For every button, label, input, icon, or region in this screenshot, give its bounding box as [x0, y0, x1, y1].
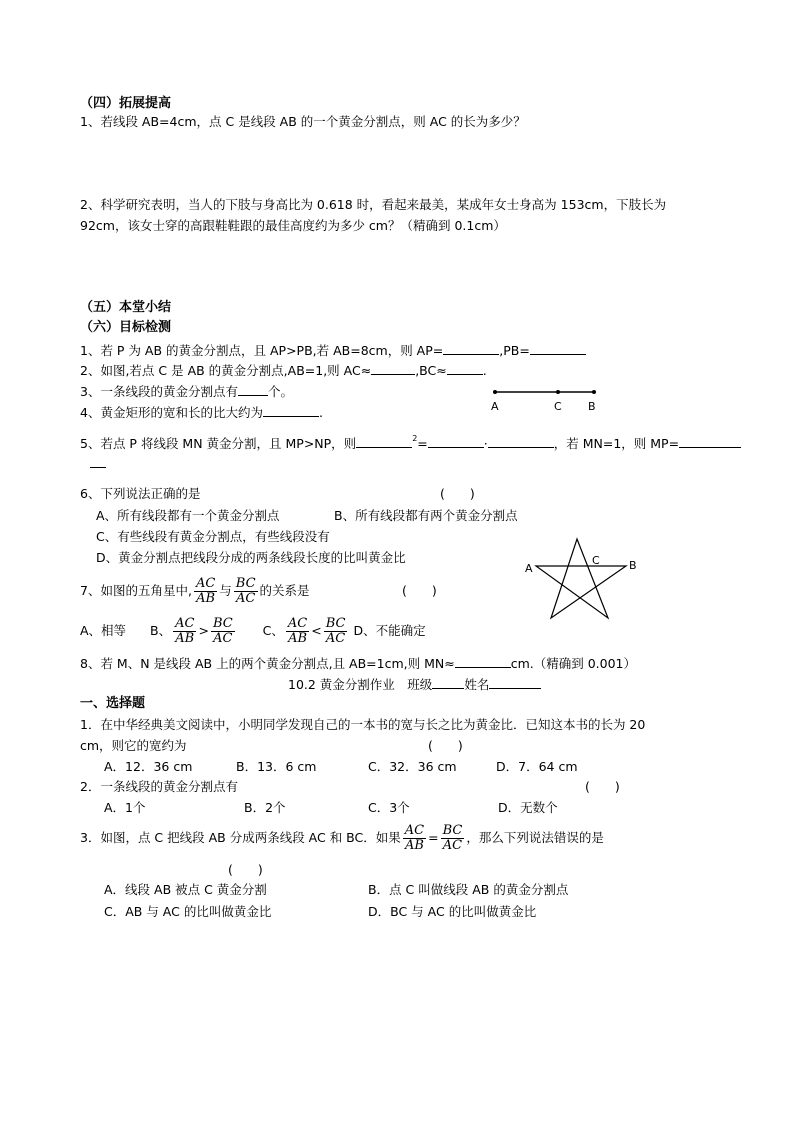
greater-than-sign: > [198, 623, 209, 638]
blank-ratio[interactable] [263, 404, 319, 417]
check-q1-text-b: ,PB= [499, 343, 530, 358]
check-q7-text-a: 7、如图的五角星中, [80, 583, 192, 598]
pentagram-figure [522, 535, 642, 635]
choice-q1-option-b: B．13．6 cm [236, 759, 317, 774]
fraction-bc-ac [441, 824, 465, 853]
point-c [556, 390, 560, 394]
point-b [592, 390, 596, 394]
segment-figure [490, 385, 610, 415]
blank-mp[interactable] [679, 435, 741, 448]
fraction-numerator: BC [442, 823, 463, 838]
choice-q2-paren: ( ) [585, 779, 620, 794]
segment-label-b: B [588, 400, 596, 413]
homework-title: 10.2 黄金分割作业 班级 [288, 677, 433, 692]
fraction-numerator: AC [175, 616, 195, 631]
check-q6-option-b: B、所有线段都有两个黄金分割点 [334, 508, 518, 523]
choice-question-1-line2: cm，则它的宽约为 [80, 738, 187, 753]
check-q5-text-a: 5、若点 P 将线段 MN 黄金分割，且 MP>NP，则 [80, 436, 357, 451]
pentagram-shape [536, 539, 626, 618]
check-q8-text-b: cm.（精确到 0.001） [510, 656, 636, 671]
check-q7-text-c: 的关系是 [259, 583, 310, 598]
fraction-ac-ab [194, 577, 217, 606]
class-field[interactable] [432, 676, 464, 689]
choice-q1-option-c: C．32．36 cm [368, 759, 457, 774]
choice-q3-text-a: 3．如图，点 C 把线段 AB 分成两条线段 AC 和 BC．如果 [80, 830, 401, 845]
check-q6-text: 6、下列说法正确的是 [80, 486, 201, 501]
extension-question-2-line2: 92cm，该女士穿的高跟鞋鞋跟的最佳高度约为多少 cm？（精确到 0.1cm） [80, 218, 506, 233]
check-q7-paren: ( ) [402, 583, 437, 598]
check-question-1 [80, 342, 586, 359]
check-q7-option-b: B、 [150, 623, 172, 638]
check-question-2 [80, 362, 487, 379]
equals-sign: = [428, 830, 439, 845]
check-q7-option-d: D、不能确定 [353, 623, 426, 638]
fraction-denominator: AB [196, 591, 216, 606]
choice-q1-option-a: A．12．36 cm [104, 759, 193, 774]
star-label-a: A [525, 562, 533, 575]
fraction-denominator: AC [236, 591, 256, 606]
fraction-numerator: BC [235, 576, 256, 591]
blank-bc[interactable] [447, 362, 483, 375]
fraction-bc-ac [211, 617, 235, 646]
check-q6-paren: ( ) [440, 486, 475, 501]
blank-product-2[interactable] [488, 435, 554, 448]
name-field[interactable] [489, 676, 541, 689]
choice-question-2: 2．一条线段的黄金分割点有 [80, 779, 238, 794]
check-q7-option-c: C、 [262, 623, 284, 638]
check-q8-text-a: 8、若 M、N 是线段 AB 上的两个黄金分割点,且 AB=1cm,则 MN≈ [80, 656, 455, 671]
blank-product-1[interactable] [428, 435, 484, 448]
choice-q3-option-d: D．BC 与 AC 的比叫做黄金比 [368, 904, 537, 919]
check-q7-option-a: A、相等 [80, 623, 127, 638]
fraction-numerator: AC [404, 823, 425, 838]
choice-q1-paren: ( ) [428, 738, 463, 753]
check-q3-text-b: 个。 [267, 384, 293, 399]
fraction-denominator: AB [288, 631, 308, 646]
fraction-numerator: BC [325, 616, 346, 631]
choice-question-1-line1: 1．在中华经典美文阅读中，小明同学发现自己的一本书的宽与长之比为黄金比．已知这本书的长为 20 [80, 717, 646, 732]
homework-heading [288, 676, 541, 693]
less-than-sign: < [311, 623, 322, 638]
check-question-4 [80, 404, 323, 421]
section-title-extension: （四）拓展提高 [80, 96, 172, 111]
extension-question-1: 1、若线段 AB=4cm，点 C 是线段 AB 的一个黄金分割点，则 AC 的长为多少？ [80, 114, 526, 129]
choice-q3-option-c: C．AB 与 AC 的比叫做黄金比 [104, 904, 272, 919]
fraction-bc-ac [324, 617, 348, 646]
check-q4-text-a: 4、黄金矩形的宽和长的比大约为 [80, 405, 263, 420]
segment-label-a: A [491, 400, 499, 413]
fraction-ac-ab [403, 824, 426, 853]
choice-q3-paren: ( ) [228, 862, 263, 877]
check-q2-text-a: 2、如图,若点 C 是 AB 的黄金分割点,AB=1,则 AC≈ [80, 363, 372, 378]
check-q2-text-c: . [482, 363, 487, 378]
check-q1-text-a: 1、若 P 为 AB 的黄金分割点，且 AP>PB,若 AB=8cm，则 AP= [80, 343, 444, 358]
section-title-check: （六）目标检测 [80, 320, 172, 335]
blank-ap[interactable] [443, 342, 499, 355]
section-title-choice: 一、选择题 [80, 696, 146, 711]
choice-q2-option-c: C．3个 [368, 800, 410, 815]
blank-mn[interactable] [455, 655, 511, 668]
choice-q2-option-d: D．无数个 [498, 800, 558, 815]
superscript-2: 2 [412, 434, 418, 443]
fraction-denominator: AB [404, 838, 424, 853]
choice-q3-option-a: A．线段 AB 被点 C 黄金分割 [104, 882, 267, 897]
extension-question-2-line1: 2、科学研究表明，当人的下肢与身高比为 0.618 时，看起来最美，某成年女士身高为 153cm，下肢长为 [80, 197, 667, 212]
check-question-6 [80, 486, 200, 502]
check-q6-option-d: D、黄金分割点把线段分成的两条线段长度的比叫黄金比 [96, 550, 406, 565]
check-q5-text-b: = [417, 436, 428, 451]
choice-q3-text-b: ，那么下列说法错误的是 [466, 830, 604, 845]
choice-q2-option-a: A．1个 [104, 800, 146, 815]
check-q5-text-d: ，若 MN=1，则 MP= [553, 436, 680, 451]
fraction-ac-ab [173, 617, 196, 646]
blank-square[interactable] [356, 435, 412, 448]
fraction-ac-ab [286, 617, 309, 646]
section-title-summary: （五）本堂小结 [80, 300, 172, 315]
choice-q2-option-b: B．2个 [244, 800, 286, 815]
check-question-8 [80, 655, 636, 672]
check-q5-wrap [90, 455, 106, 472]
fraction-denominator: AC [213, 631, 233, 646]
check-q6-option-c: C、有些线段有黄金分割点，有些线段没有 [96, 529, 330, 544]
blank-mp-cont[interactable] [90, 455, 106, 468]
fraction-numerator: AC [287, 616, 308, 631]
homework-name-label: 姓名 [464, 677, 490, 692]
check-q5-text-c: · [483, 436, 488, 451]
fraction-denominator: AC [325, 631, 346, 646]
fraction-numerator: AC [195, 576, 216, 591]
blank-pb[interactable] [530, 342, 586, 355]
choice-q1-option-d: D．7．64 cm [496, 759, 578, 774]
choice-question-3 [80, 818, 604, 858]
star-label-b: B [629, 559, 637, 572]
check-q2-text-b: ,BC≈ [415, 363, 447, 378]
star-label-c: C [592, 554, 600, 567]
fraction-numerator: BC [212, 616, 233, 631]
point-a [493, 390, 497, 394]
check-q6-option-a: A、所有线段都有一个黄金分割点 [96, 508, 280, 523]
segment-label-c: C [554, 400, 562, 413]
fraction-denominator: AB [175, 631, 195, 646]
check-q7-text-b: 与 [219, 583, 232, 598]
check-question-7 [80, 572, 310, 610]
check-q7-options [80, 612, 426, 650]
blank-ac[interactable] [371, 362, 415, 375]
fraction-denominator: AC [442, 838, 463, 853]
check-q4-text-b: . [318, 405, 323, 420]
choice-q3-option-b: B．点 C 叫做线段 AB 的黄金分割点 [368, 882, 569, 897]
fraction-bc-ac [234, 577, 258, 606]
check-question-3 [80, 383, 293, 400]
check-q3-text-a: 3、一条线段的黄金分割点有 [80, 384, 238, 399]
check-question-5 [80, 435, 741, 452]
blank-count[interactable] [238, 383, 268, 396]
